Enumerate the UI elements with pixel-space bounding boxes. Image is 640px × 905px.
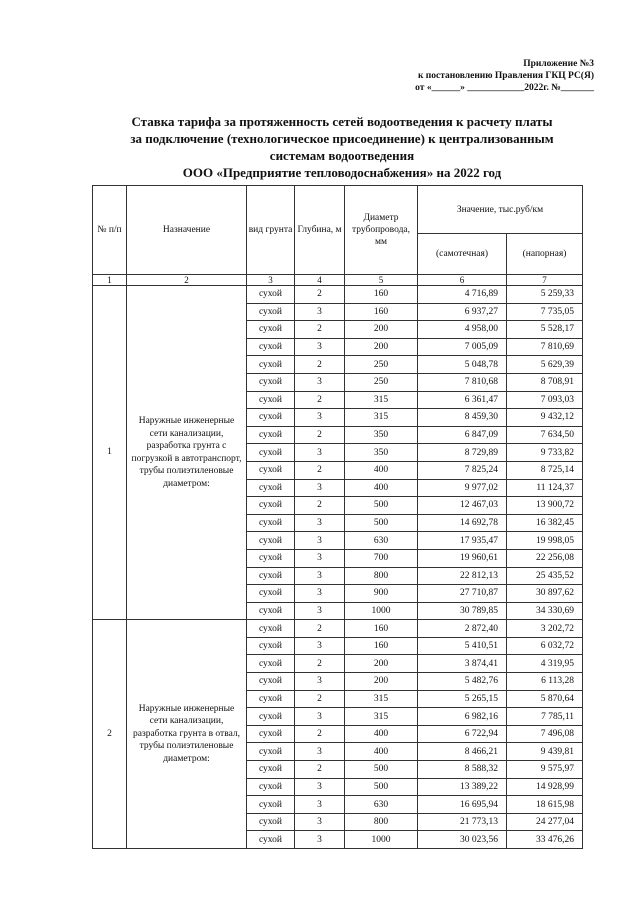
pressure-value-cell: 9 733,82: [507, 444, 583, 462]
document-title: [92, 113, 592, 181]
soil-cell: сухой: [247, 356, 295, 374]
soil-cell: сухой: [247, 673, 295, 691]
pressure-value-cell: 7 810,69: [507, 338, 583, 356]
diameter-cell: 200: [345, 321, 418, 339]
gravity-value-cell: 3 874,41: [418, 655, 507, 673]
soil-cell: сухой: [247, 338, 295, 356]
title-line-2: за подключение (технологическое присоединение) к централизованным: [130, 131, 554, 146]
table-row: [93, 620, 583, 638]
pressure-value-cell: 6 113,28: [507, 673, 583, 691]
diameter-cell: 630: [345, 532, 418, 550]
depth-cell: 3: [295, 514, 345, 532]
pressure-value-cell: 9 575,97: [507, 761, 583, 779]
diameter-cell: 500: [345, 497, 418, 515]
pressure-value-cell: 3 202,72: [507, 620, 583, 638]
gravity-value-cell: 7 825,24: [418, 461, 507, 479]
depth-cell: 3: [295, 479, 345, 497]
diameter-cell: 200: [345, 673, 418, 691]
gravity-value-cell: 6 982,16: [418, 708, 507, 726]
column-number: 6: [418, 275, 507, 286]
pressure-value-cell: 25 435,52: [507, 567, 583, 585]
gravity-value-cell: 5 265,15: [418, 690, 507, 708]
diameter-cell: 400: [345, 479, 418, 497]
gravity-value-cell: 22 812,13: [418, 567, 507, 585]
depth-cell: 2: [295, 690, 345, 708]
gravity-value-cell: 13 389,22: [418, 778, 507, 796]
gravity-value-cell: 19 960,61: [418, 549, 507, 567]
depth-cell: 2: [295, 286, 345, 304]
soil-cell: сухой: [247, 637, 295, 655]
soil-cell: сухой: [247, 497, 295, 515]
title-line-3: системам водоотведения: [269, 148, 415, 163]
depth-cell: 2: [295, 356, 345, 374]
diameter-cell: 315: [345, 409, 418, 427]
diameter-cell: 200: [345, 338, 418, 356]
column-number: 5: [345, 275, 418, 286]
depth-cell: 3: [295, 303, 345, 321]
diameter-cell: 630: [345, 796, 418, 814]
column-number: 7: [507, 275, 583, 286]
pressure-value-cell: 7 093,03: [507, 391, 583, 409]
depth-cell: 2: [295, 761, 345, 779]
title-line-4: ООО «Предприятие тепловодоснабжения» на 2022 год: [182, 165, 502, 180]
pressure-value-cell: 5 528,17: [507, 321, 583, 339]
depth-cell: 3: [295, 602, 345, 620]
pressure-value-cell: 9 432,12: [507, 409, 583, 427]
pressure-value-cell: 19 998,05: [507, 532, 583, 550]
depth-cell: 2: [295, 620, 345, 638]
header-soil: вид грунта: [247, 186, 295, 275]
depth-cell: 3: [295, 444, 345, 462]
depth-cell: 3: [295, 778, 345, 796]
soil-cell: сухой: [247, 725, 295, 743]
depth-cell: 3: [295, 567, 345, 585]
depth-cell: 3: [295, 708, 345, 726]
soil-cell: сухой: [247, 778, 295, 796]
diameter-cell: 400: [345, 725, 418, 743]
gravity-value-cell: 2 872,40: [418, 620, 507, 638]
diameter-cell: 350: [345, 426, 418, 444]
diameter-cell: 160: [345, 620, 418, 638]
depth-cell: 3: [295, 549, 345, 567]
diameter-cell: 200: [345, 655, 418, 673]
gravity-value-cell: 16 695,94: [418, 796, 507, 814]
group-purpose: Наружные инженерные сети канализации, разработка грунта с погрузкой в автотранспорт, трубы полиэтиленовые диаметром:: [127, 286, 247, 620]
gravity-value-cell: 30 023,56: [418, 831, 507, 849]
gravity-value-cell: 8 588,32: [418, 761, 507, 779]
soil-cell: сухой: [247, 409, 295, 427]
column-number-row: [93, 275, 583, 286]
depth-cell: 2: [295, 655, 345, 673]
gravity-value-cell: 4 716,89: [418, 286, 507, 304]
depth-cell: 2: [295, 391, 345, 409]
diameter-cell: 700: [345, 549, 418, 567]
pressure-value-cell: 7 634,50: [507, 426, 583, 444]
soil-cell: сухой: [247, 761, 295, 779]
column-number: 2: [127, 275, 247, 286]
soil-cell: сухой: [247, 602, 295, 620]
appendix-resolution: к постановлению Правления ГКЦ РС(Я): [417, 71, 594, 81]
diameter-cell: 350: [345, 444, 418, 462]
depth-cell: 3: [295, 673, 345, 691]
gravity-value-cell: 4 958,00: [418, 321, 507, 339]
gravity-value-cell: 6 847,09: [418, 426, 507, 444]
depth-cell: 2: [295, 321, 345, 339]
gravity-value-cell: 5 048,78: [418, 356, 507, 374]
tariff-table: [92, 185, 583, 849]
header-pressure: (напорная): [507, 234, 583, 275]
pressure-value-cell: 8 725,14: [507, 461, 583, 479]
column-number: 1: [93, 275, 127, 286]
pressure-value-cell: 14 928,99: [507, 778, 583, 796]
soil-cell: сухой: [247, 585, 295, 603]
pressure-value-cell: 30 897,62: [507, 585, 583, 603]
soil-cell: сухой: [247, 373, 295, 391]
gravity-value-cell: 6 361,47: [418, 391, 507, 409]
column-number: 3: [247, 275, 295, 286]
gravity-value-cell: 5 410,51: [418, 637, 507, 655]
appendix-block: [294, 58, 594, 94]
table-row: [93, 286, 583, 304]
gravity-value-cell: 8 466,21: [418, 743, 507, 761]
pressure-value-cell: 5 259,33: [507, 286, 583, 304]
gravity-value-cell: 17 935,47: [418, 532, 507, 550]
diameter-cell: 315: [345, 690, 418, 708]
group-number: 2: [93, 620, 127, 849]
diameter-cell: 800: [345, 567, 418, 585]
diameter-cell: 250: [345, 373, 418, 391]
pressure-value-cell: 16 382,45: [507, 514, 583, 532]
diameter-cell: 315: [345, 391, 418, 409]
pressure-value-cell: 8 708,91: [507, 373, 583, 391]
depth-cell: 3: [295, 532, 345, 550]
soil-cell: сухой: [247, 444, 295, 462]
gravity-value-cell: 21 773,13: [418, 813, 507, 831]
diameter-cell: 400: [345, 461, 418, 479]
header-depth: Глубина, м: [295, 186, 345, 275]
soil-cell: сухой: [247, 514, 295, 532]
diameter-cell: 250: [345, 356, 418, 374]
diameter-cell: 160: [345, 637, 418, 655]
gravity-value-cell: 12 467,03: [418, 497, 507, 515]
depth-cell: 2: [295, 725, 345, 743]
appendix-number: Приложение №3: [523, 59, 594, 69]
header-value: Значение, тыс.руб/км: [418, 186, 583, 234]
soil-cell: сухой: [247, 655, 295, 673]
pressure-value-cell: 11 124,37: [507, 479, 583, 497]
pressure-value-cell: 5 870,64: [507, 690, 583, 708]
soil-cell: сухой: [247, 690, 295, 708]
depth-cell: 2: [295, 426, 345, 444]
depth-cell: 3: [295, 743, 345, 761]
depth-cell: 3: [295, 637, 345, 655]
depth-cell: 3: [295, 373, 345, 391]
soil-cell: сухой: [247, 796, 295, 814]
depth-cell: 2: [295, 497, 345, 515]
gravity-value-cell: 30 789,85: [418, 602, 507, 620]
gravity-value-cell: 6 937,27: [418, 303, 507, 321]
pressure-value-cell: 34 330,69: [507, 602, 583, 620]
gravity-value-cell: 5 482,76: [418, 673, 507, 691]
diameter-cell: 400: [345, 743, 418, 761]
gravity-value-cell: 27 710,87: [418, 585, 507, 603]
diameter-cell: 315: [345, 708, 418, 726]
pressure-value-cell: 18 615,98: [507, 796, 583, 814]
depth-cell: 3: [295, 409, 345, 427]
diameter-cell: 1000: [345, 831, 418, 849]
soil-cell: сухой: [247, 426, 295, 444]
pressure-value-cell: 9 439,81: [507, 743, 583, 761]
pressure-value-cell: 6 032,72: [507, 637, 583, 655]
group-number: 1: [93, 286, 127, 620]
header-purpose: Назначение: [127, 186, 247, 275]
header-diameter: Диаметр трубопровода, мм: [345, 186, 418, 275]
soil-cell: сухой: [247, 567, 295, 585]
diameter-cell: 500: [345, 761, 418, 779]
soil-cell: сухой: [247, 620, 295, 638]
soil-cell: сухой: [247, 743, 295, 761]
soil-cell: сухой: [247, 532, 295, 550]
pressure-value-cell: 7 735,05: [507, 303, 583, 321]
soil-cell: сухой: [247, 461, 295, 479]
pressure-value-cell: 24 277,04: [507, 813, 583, 831]
pressure-value-cell: 7 785,11: [507, 708, 583, 726]
soil-cell: сухой: [247, 831, 295, 849]
title-line-1: Ставка тарифа за протяженность сетей водоотведения к расчету платы: [131, 114, 553, 129]
column-number: 4: [295, 275, 345, 286]
soil-cell: сухой: [247, 813, 295, 831]
gravity-value-cell: 7 005,09: [418, 338, 507, 356]
pressure-value-cell: 22 256,08: [507, 549, 583, 567]
soil-cell: сухой: [247, 391, 295, 409]
depth-cell: 2: [295, 461, 345, 479]
diameter-cell: 500: [345, 778, 418, 796]
soil-cell: сухой: [247, 479, 295, 497]
diameter-cell: 160: [345, 286, 418, 304]
gravity-value-cell: 14 692,78: [418, 514, 507, 532]
depth-cell: 3: [295, 796, 345, 814]
depth-cell: 3: [295, 338, 345, 356]
depth-cell: 3: [295, 831, 345, 849]
pressure-value-cell: 33 476,26: [507, 831, 583, 849]
soil-cell: сухой: [247, 303, 295, 321]
soil-cell: сухой: [247, 286, 295, 304]
diameter-cell: 1000: [345, 602, 418, 620]
pressure-value-cell: 4 319,95: [507, 655, 583, 673]
pressure-value-cell: 7 496,08: [507, 725, 583, 743]
pressure-value-cell: 5 629,39: [507, 356, 583, 374]
gravity-value-cell: 7 810,68: [418, 373, 507, 391]
gravity-value-cell: 8 729,89: [418, 444, 507, 462]
gravity-value-cell: 8 459,30: [418, 409, 507, 427]
diameter-cell: 900: [345, 585, 418, 603]
header-num: № п/п: [93, 186, 127, 275]
pressure-value-cell: 13 900,72: [507, 497, 583, 515]
diameter-cell: 160: [345, 303, 418, 321]
diameter-cell: 800: [345, 813, 418, 831]
group-purpose: Наружные инженерные сети канализации, разработка грунта в отвал, трубы полиэтиленовые диаметром:: [127, 620, 247, 849]
header-gravity: (самотечная): [418, 234, 507, 275]
depth-cell: 3: [295, 585, 345, 603]
appendix-date-number: от «______» ____________2022г. №_______: [415, 83, 594, 93]
depth-cell: 3: [295, 813, 345, 831]
gravity-value-cell: 6 722,94: [418, 725, 507, 743]
soil-cell: сухой: [247, 321, 295, 339]
diameter-cell: 500: [345, 514, 418, 532]
soil-cell: сухой: [247, 708, 295, 726]
soil-cell: сухой: [247, 549, 295, 567]
gravity-value-cell: 9 977,02: [418, 479, 507, 497]
